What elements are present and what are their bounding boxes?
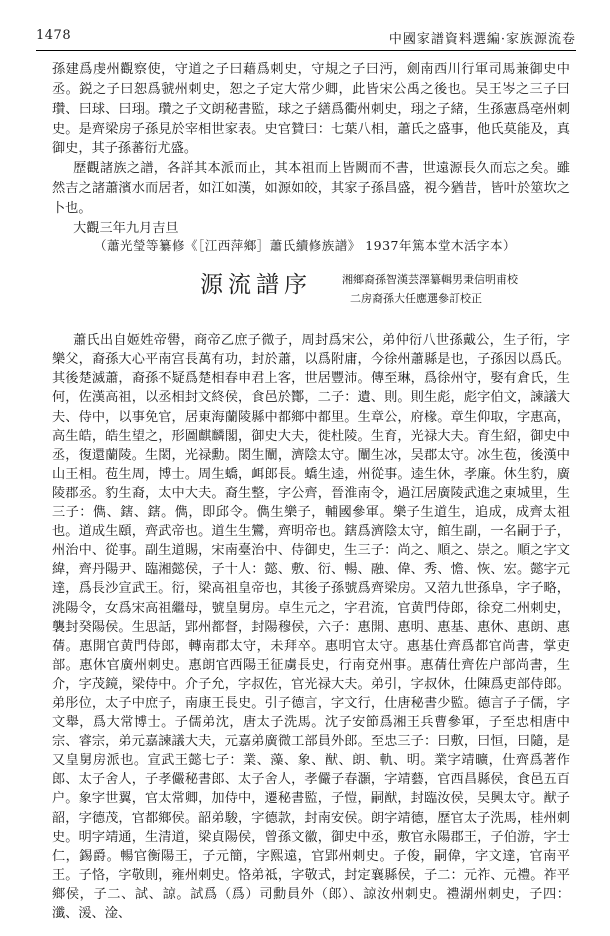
section-title: 源流譜序: [200, 272, 312, 298]
page-number: 1478: [36, 28, 72, 43]
source-citation: （蕭光瑩等纂修《［江西萍鄉］蕭氏續修族譜》 1937年篤本堂木活字本）: [93, 238, 517, 253]
running-header: [36, 26, 576, 51]
genealogy-text-block: [52, 318, 570, 936]
compiler-note: [342, 270, 518, 308]
compiler-note-line: 湘鄉裔孫智漢芸澤纂輯男秉信明甫校: [342, 273, 518, 286]
paragraph: 蕭氏出自姬姓帝嚳，商帝乙庶子微子，周封爲宋公，弟仲衍八世孫戴公，生子衎，字樂父，裔孫大心平南宫長萬有功，封於蕭，以爲附庸，今徐州蕭縣是也，子孫因以爲氏。其後楚滅蕭，裔孫不疑爲楚相春申君上客，世居豐沛。傳至琳，爲徐州守，娶有倉氏，生何，佐漢高祖，以丞相封文終侯，食邑於酇，二子：遺、則。則生彪，彪字伯文，諫議大夫、侍中，以事免官，居東海蘭陵縣中都鄉中都里。生章公，府椽。章生仰取，字惠高，高生皓，皓生望之，形圖麒麟閣，御史大夫，徙杜陵。生育，光禄大夫。育生紹，御史中丞，復還蘭陵。生閎，光禄勳。閎生闡，濟陰太守。闡生冰，吴郡太守。冰生苞，後漢中山王相。苞生周，博士。周生蟜，衈郎長。蟜生逵，州從事。逵生休，孝廉。休生豹，廣陵郡丞。豹生裔，太中大夫。裔生整，字公齊，晉淮南令，過江居廣陵武進之東城里，生三子：儁、鎋、鎋。儁，即邱令。儁生樂子，輔國參軍。樂子生道生，追成，成齊太祖也。道成生頤，齊武帝也。道生生鸞，齊明帝也。鎋爲濟陰太守，館生副，一名嗣于子，州治中、從事。副生道賜，宋南臺治中、侍御史，生三子：尚之、順之、崇之。順之字文緯，齊丹陽尹、臨湘懿侯，子十人：懿、敷、衍、暢、融、偉、秀、憺、恢、宏。懿字元達，爲長沙宣武王。衍，梁高祖皇帝也，其後子孫號爲齊梁房。又菬九世孫阜，字子略，洮陽令，女爲宋高祖繼母，號皇舅房。卓生元之，字君流，官黄門侍郎，徐兗二州刺史，襲封癸陽侯。生思話，郢州都督，封陽穆侯，六子：惠開、惠明、惠基、惠休、惠朗、惠蒨。惠開官黄門侍郎，轉南郡太守，未拜卒。惠明官太守。惠基仕齊爲都官尚書，掌吏部。惠休官廣州刺史。惠朗官西陽王征虜長史，行南兗州事。惠蒨仕齊佐户部尚書，生介，字茂鏡，梁侍中。介子允，字叔佐，官光禄大夫。弟引，字叔休，仕陳爲吏部侍郎。弟彤位，太子中庶子，南康王長史。引子德言，字文行，仕唐秘書少監。德言子子儒，字文舉，爲大常博士。子儒弟沈，唐太子洗馬。沈子安節爲湘王兵曹參軍，子至忠相唐中宗、睿宗，弟元嘉諫議大夫，元嘉弟廣微工部員外郎。至忠三子：曰敷，曰恒，曰隨，是又皇舅房派也。宣武王懿七子：業、藻、象、猷、朗、軌、明。業字靖曠，仕齊爲著作郎、太子舍人，子孝儼秘書郎、太子舍人，孝儼子春灝，字靖藝，官西昌縣侯，食邑五百户。象字世翼，官太常卿，加侍中，遷秘書監，子愷，嗣猷，封臨汝侯，吴興太守。猷子韶，字德茂，官都鄉侯。韶弟駿，字德款，封南安侯。朗字靖德，歷官太子洗馬，桂州刺史。明字靖通，生清道，梁貞陽侯，曾孫文徽，御史中丞，敷官永陽郡王，子伯游，字士仁，錫爵。暢官衡陽王，子元簡，字熙遠，官郢州刺史。子俊，嗣偉，字文達，官南平王。子恪，字敬則，雍州刺史。恪弟祗，字敬式，封定襄縣侯，子二：元祚、元禮。祚平鄉侯，子二、試、諒。試爲（爲）司勳員外（郎）、諒汝州刺史。禮湖州刺史，子四：瀸、湲、淦、: [52, 333, 570, 921]
date-line: 大觀三年九月吉旦: [73, 220, 179, 236]
paragraph: 歷觀諸族之譜，各詳其本派而止，其本祖而上皆闕而不書，世遠源長久而忘之矣。雖然吉之諸蕭濱水而居者，如江如漢，如源如皎，其家子孫昌盛，視今猶昔，皆叶於筮坎之卜也。: [52, 161, 570, 216]
running-title: 中國家譜資料選編·家族源流卷: [388, 32, 576, 47]
paragraph: 孫建爲虔州觀察使，守道之子曰藉爲刺史，守規之子曰沔，劍南西川行軍司馬兼御史中丞。鋭之子曰恕爲虢州刺史，恕之子定大常少卿，此皆宋公禹之後也。吴王岑之三子曰瓚、曰球、曰珝。瓚之子文朗秘書監，球之子繕爲衢州刺史，珝之子緒，生孫憲爲亳州刺史。是齊梁房子孫見於宰相世家表。史官贊曰：七葉八相，蕭氏之盛事，他氏莫能及，真御史，其子孫蕃衍尤盛。: [52, 62, 570, 157]
compiler-note-line: 二房裔孫大任應選參訂校正: [350, 292, 482, 305]
preceding-text-block: [52, 60, 570, 239]
